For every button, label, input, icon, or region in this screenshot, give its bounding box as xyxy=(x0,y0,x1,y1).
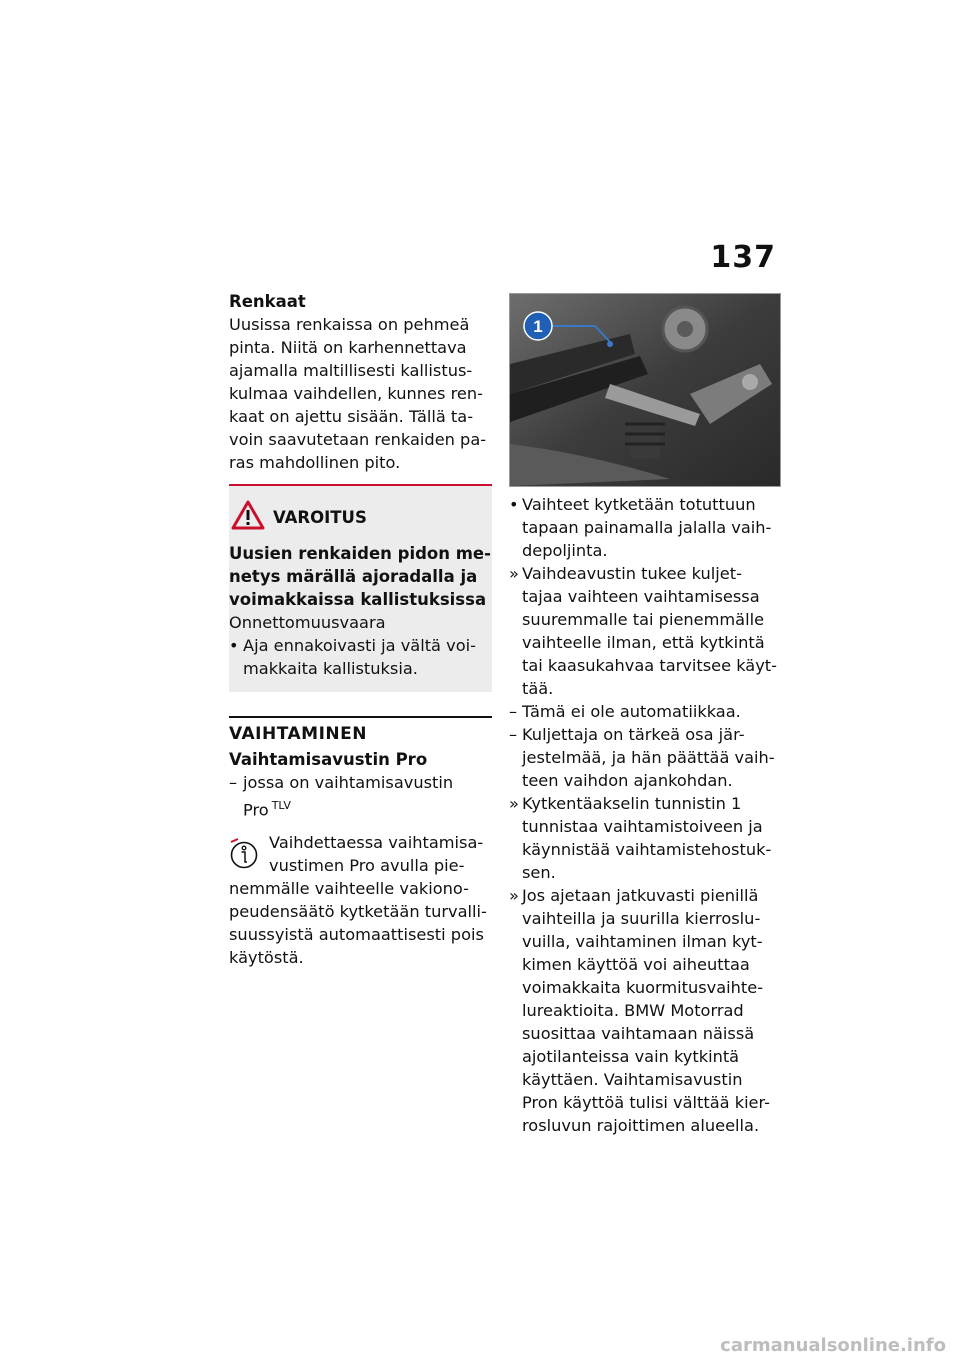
list-text: Pron käyttöä tulisi välttää kier- xyxy=(522,1093,770,1112)
list-text: tai kaasukahvaa tarvitsee käyt- xyxy=(522,656,777,675)
info-icon xyxy=(229,837,259,877)
list-text: depoljinta. xyxy=(522,541,608,560)
renkaat-line: kaat on ajettu sisään. Tällä ta- xyxy=(229,407,474,426)
photo-callout-number: 1 xyxy=(533,317,543,336)
warning-bullet xyxy=(229,634,492,657)
list-text: ajotilanteissa vain kytkintä xyxy=(522,1047,740,1066)
warning-headline: netys märällä ajoradalla ja xyxy=(229,567,478,586)
list-text: sen. xyxy=(522,863,556,882)
info-note xyxy=(229,831,492,969)
list-item xyxy=(509,493,781,516)
warning-header xyxy=(231,500,492,534)
list-item xyxy=(509,562,781,585)
dash-item xyxy=(229,771,492,794)
list-text: vaihteelle ilman, että kytkintä xyxy=(522,633,765,652)
warning-bullet-text: Aja ennakoivasti ja vältä voi- xyxy=(243,636,476,655)
list-text: Kuljettaja on tärkeä osa jär- xyxy=(522,725,745,744)
list-item xyxy=(509,700,781,723)
warning-box xyxy=(229,484,492,692)
page-number: 137 xyxy=(710,240,776,275)
info-line: Vaihdettaessa vaihtamisa- xyxy=(269,833,484,853)
list-text: vaihteilla ja suurilla kierroslu- xyxy=(522,909,761,928)
renkaat-line: Uusissa renkaissa on pehmeä xyxy=(229,315,470,334)
renkaat-line: ras mahdollinen pito. xyxy=(229,453,401,472)
list-text: jestelmää, ja hän päättää vaih- xyxy=(522,748,775,767)
list-text: Kytkentäakselin tunnistin 1 xyxy=(522,794,742,813)
dash-mark: – xyxy=(229,773,238,792)
renkaat-line: kulmaa vaihdellen, kunnes ren- xyxy=(229,384,483,403)
info-line: käytöstä. xyxy=(229,948,304,968)
renkaat-line: pinta. Niitä on karhennettava xyxy=(229,338,467,357)
bullet-mark: • xyxy=(229,636,239,655)
warning-triangle-icon xyxy=(231,500,265,534)
warning-headline: voimakkaissa kallistuksissa xyxy=(229,590,487,609)
left-column xyxy=(229,290,492,969)
right-items xyxy=(509,493,781,1137)
list-text: tajaa vaihteen vaihtamisessa xyxy=(522,587,760,606)
list-text: Vaihdeavustin tukee kuljet- xyxy=(522,564,742,583)
tlv-superscript: TLV xyxy=(271,799,291,812)
list-text: voimakkaita kuormitusvaihte- xyxy=(522,978,764,997)
list-item xyxy=(509,884,781,907)
info-line: peudensäätö kytketään turvalli- xyxy=(229,902,487,922)
info-line: nemmälle vaihteelle vakiono- xyxy=(229,879,469,899)
renkaat-line: ajamalla maltillisesti kallistus- xyxy=(229,361,473,380)
footer-watermark: carmanualsonline.info xyxy=(720,1335,946,1356)
list-item xyxy=(509,792,781,815)
warning-bullet-text: makkaita kallistuksia. xyxy=(243,659,418,678)
list-mark: » xyxy=(509,886,519,905)
list-text: lureaktioita. BMW Motorrad xyxy=(522,1001,744,1020)
list-text: Vaihteet kytketään totuttuun xyxy=(522,495,756,514)
list-mark: • xyxy=(509,495,519,514)
warning-bullet-cont xyxy=(229,657,492,680)
right-column xyxy=(509,293,781,1137)
list-text: suuremmalle tai pienemmälle xyxy=(522,610,765,629)
dash-item-cont xyxy=(229,794,492,821)
list-text: kimen käyttöä voi aiheuttaa xyxy=(522,955,750,974)
shift-assistant-photo xyxy=(509,293,781,487)
info-line: vustimen Pro avulla pie- xyxy=(269,856,465,876)
list-text: tapaan painamalla jalalla vaih- xyxy=(522,518,772,537)
list-mark: » xyxy=(509,794,519,813)
list-text: käyttäen. Vaihtamisavustin xyxy=(522,1070,743,1089)
list-mark: – xyxy=(509,725,518,744)
warning-risk: Onnettomuusvaara xyxy=(229,613,386,632)
list-text: tunnistaa vaihtamistoiveen ja xyxy=(522,817,763,836)
dash-item-text: jossa on vaihtamisavustin xyxy=(243,773,454,792)
warning-headline: Uusien renkaiden pidon me- xyxy=(229,544,491,563)
list-item xyxy=(509,723,781,746)
list-text: käynnistää vaihtamistehostuk- xyxy=(522,840,772,859)
list-text: Jos ajetaan jatkuvasti pienillä xyxy=(522,886,759,905)
list-text: rosluvun rajoittimen alueella. xyxy=(522,1116,760,1135)
list-mark: » xyxy=(509,564,519,583)
renkaat-line: voin saavutetaan renkaiden pa- xyxy=(229,430,487,449)
renkaat-title: Renkaat xyxy=(229,292,306,311)
info-line: suussyistä automaattisesti pois xyxy=(229,925,484,945)
section-title: VAIHTAMINEN xyxy=(229,716,492,744)
dash-item-text: Pro xyxy=(243,800,269,820)
list-text: vuilla, vaihtaminen ilman kyt- xyxy=(522,932,763,951)
list-text: suosittaa vaihtamaan näissä xyxy=(522,1024,755,1043)
list-text: Tämä ei ole automatiikkaa. xyxy=(522,702,741,721)
section-subtitle: Vaihtamisavustin Pro xyxy=(229,750,428,769)
list-text: teen vaihdon ajankohdan. xyxy=(522,771,733,790)
warning-label: VAROITUS xyxy=(273,507,367,527)
list-text: tää. xyxy=(522,679,554,698)
list-mark: – xyxy=(509,702,518,721)
